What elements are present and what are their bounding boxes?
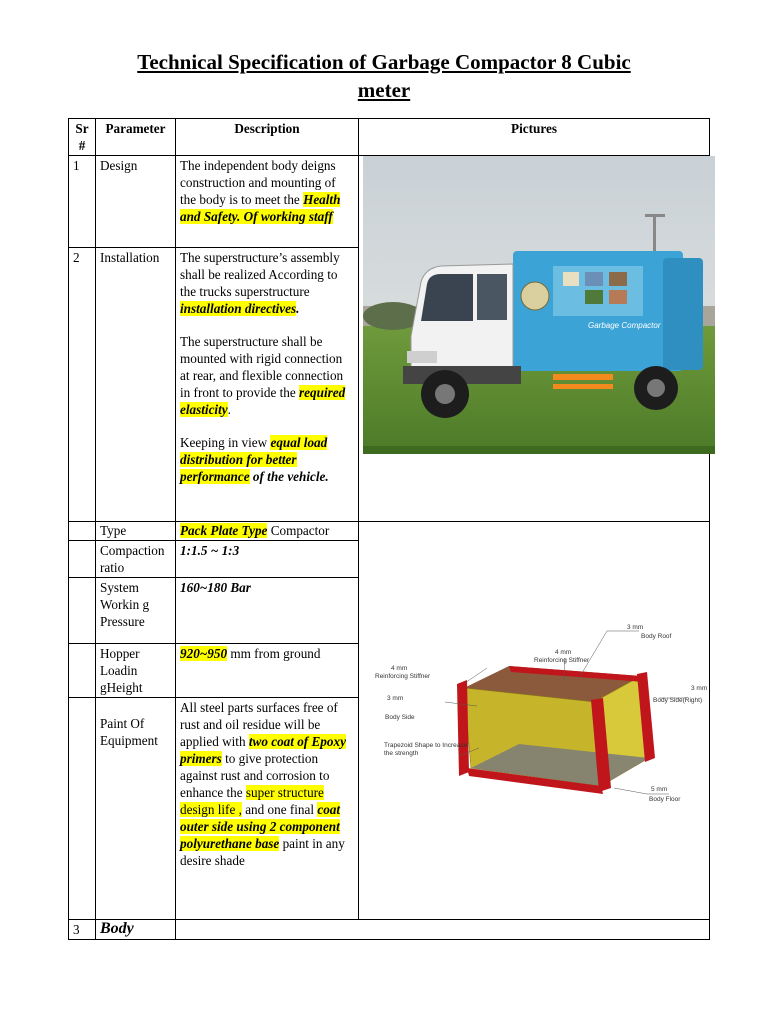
parameter-cell: Hopper Loadin gHeight bbox=[96, 644, 176, 698]
document-title bbox=[0, 48, 768, 104]
label-side-left-thickness: 3 mm bbox=[387, 695, 404, 702]
paragraph: The superstructure’s assembly shall be realized According to the trucks superstructure installation directives. bbox=[180, 250, 340, 316]
row-body bbox=[69, 920, 710, 940]
description-cell: 920~950 mm from ground bbox=[176, 644, 359, 698]
sr-cell bbox=[69, 541, 96, 578]
description-cell: 1:1.5 ~ 1:3 bbox=[176, 541, 359, 578]
title-line-2: meter bbox=[357, 78, 411, 102]
sr-cell: 2 bbox=[69, 248, 96, 522]
parameter-cell: Type bbox=[96, 522, 176, 541]
parameter-cell: System Workin g Pressure bbox=[96, 578, 176, 644]
header-sr: Sr # bbox=[69, 119, 96, 156]
parameter-cell: Installation bbox=[96, 248, 176, 522]
description-cell: The independent body deigns construction and mounting of the body is to meet the Health and Safety. Of working staff bbox=[176, 156, 359, 248]
paragraph: The superstructure shall be mounted with rigid connection at rear, and flexible connection in front to provide the required elasticity. bbox=[180, 334, 346, 417]
garbage-truck-photo bbox=[363, 156, 715, 454]
sr-cell: 1 bbox=[69, 156, 96, 248]
parameter-cell: Paint Of Equipment bbox=[96, 698, 176, 920]
label-side-right-thickness: 3 mm bbox=[691, 685, 708, 692]
label-floor: Body Floor bbox=[649, 796, 681, 803]
table-header-row bbox=[69, 119, 710, 156]
title-line-1: Technical Specification of Garbage Compactor 8 Cubic bbox=[137, 50, 631, 74]
description-cell: Pack Plate Type Compactor bbox=[176, 522, 359, 541]
sr-cell bbox=[69, 522, 96, 541]
sr-cell bbox=[69, 698, 96, 920]
description-cell bbox=[176, 248, 359, 522]
header-description: Description bbox=[176, 119, 359, 156]
paragraph: Keeping in view equal load distribution for better performance of the vehicle. bbox=[180, 435, 329, 484]
label-floor-thickness: 5 mm bbox=[651, 786, 668, 793]
description-cell: All steel parts surfaces free of rust and oil residue will be applied with two coat of Epoxy primers to give protection against rust and corrosion to enhance the super structure design life , and one final coat outer side using 2 component polyurethane base paint in any desire shade bbox=[176, 698, 359, 920]
sr-cell bbox=[69, 578, 96, 644]
parameter-cell: Compaction ratio bbox=[96, 541, 176, 578]
row-design bbox=[69, 156, 710, 248]
sr-cell: 3 bbox=[69, 920, 96, 940]
row-type bbox=[69, 522, 710, 541]
label-stiffener-left-thickness: 4 mm bbox=[391, 665, 408, 672]
label-side-right: Body Side(Right) bbox=[653, 697, 703, 704]
parameter-cell: Body bbox=[96, 920, 176, 940]
parameter-cell: Design bbox=[96, 156, 176, 248]
truck-photo-cell bbox=[359, 156, 710, 522]
header-pictures: Pictures bbox=[359, 119, 710, 156]
label-trapezoid-line-2: the strength bbox=[384, 750, 419, 757]
header-parameter: Parameter bbox=[96, 119, 176, 156]
description-cell: 160~180 Bar bbox=[176, 578, 359, 644]
body-structure-diagram bbox=[369, 618, 709, 818]
label-side-left: Body Side bbox=[385, 714, 415, 721]
label-stiffener-left: Reinforcing Stiffner bbox=[375, 673, 431, 680]
label-roof: Body Roof bbox=[641, 633, 672, 640]
label-roof-thickness: 3 mm bbox=[627, 624, 644, 631]
truck-body-sign: Garbage Compactor bbox=[588, 321, 661, 330]
specification-table bbox=[68, 118, 710, 940]
empty-cell bbox=[176, 920, 710, 940]
body-diagram-cell bbox=[359, 522, 710, 920]
label-stiffener-top: Reinforcing Stiffner bbox=[534, 657, 590, 664]
label-stiffener-top-thickness: 4 mm bbox=[555, 649, 572, 656]
sr-cell bbox=[69, 644, 96, 698]
label-trapezoid-line-1: Trapezoid Shape to Increase bbox=[384, 742, 468, 749]
